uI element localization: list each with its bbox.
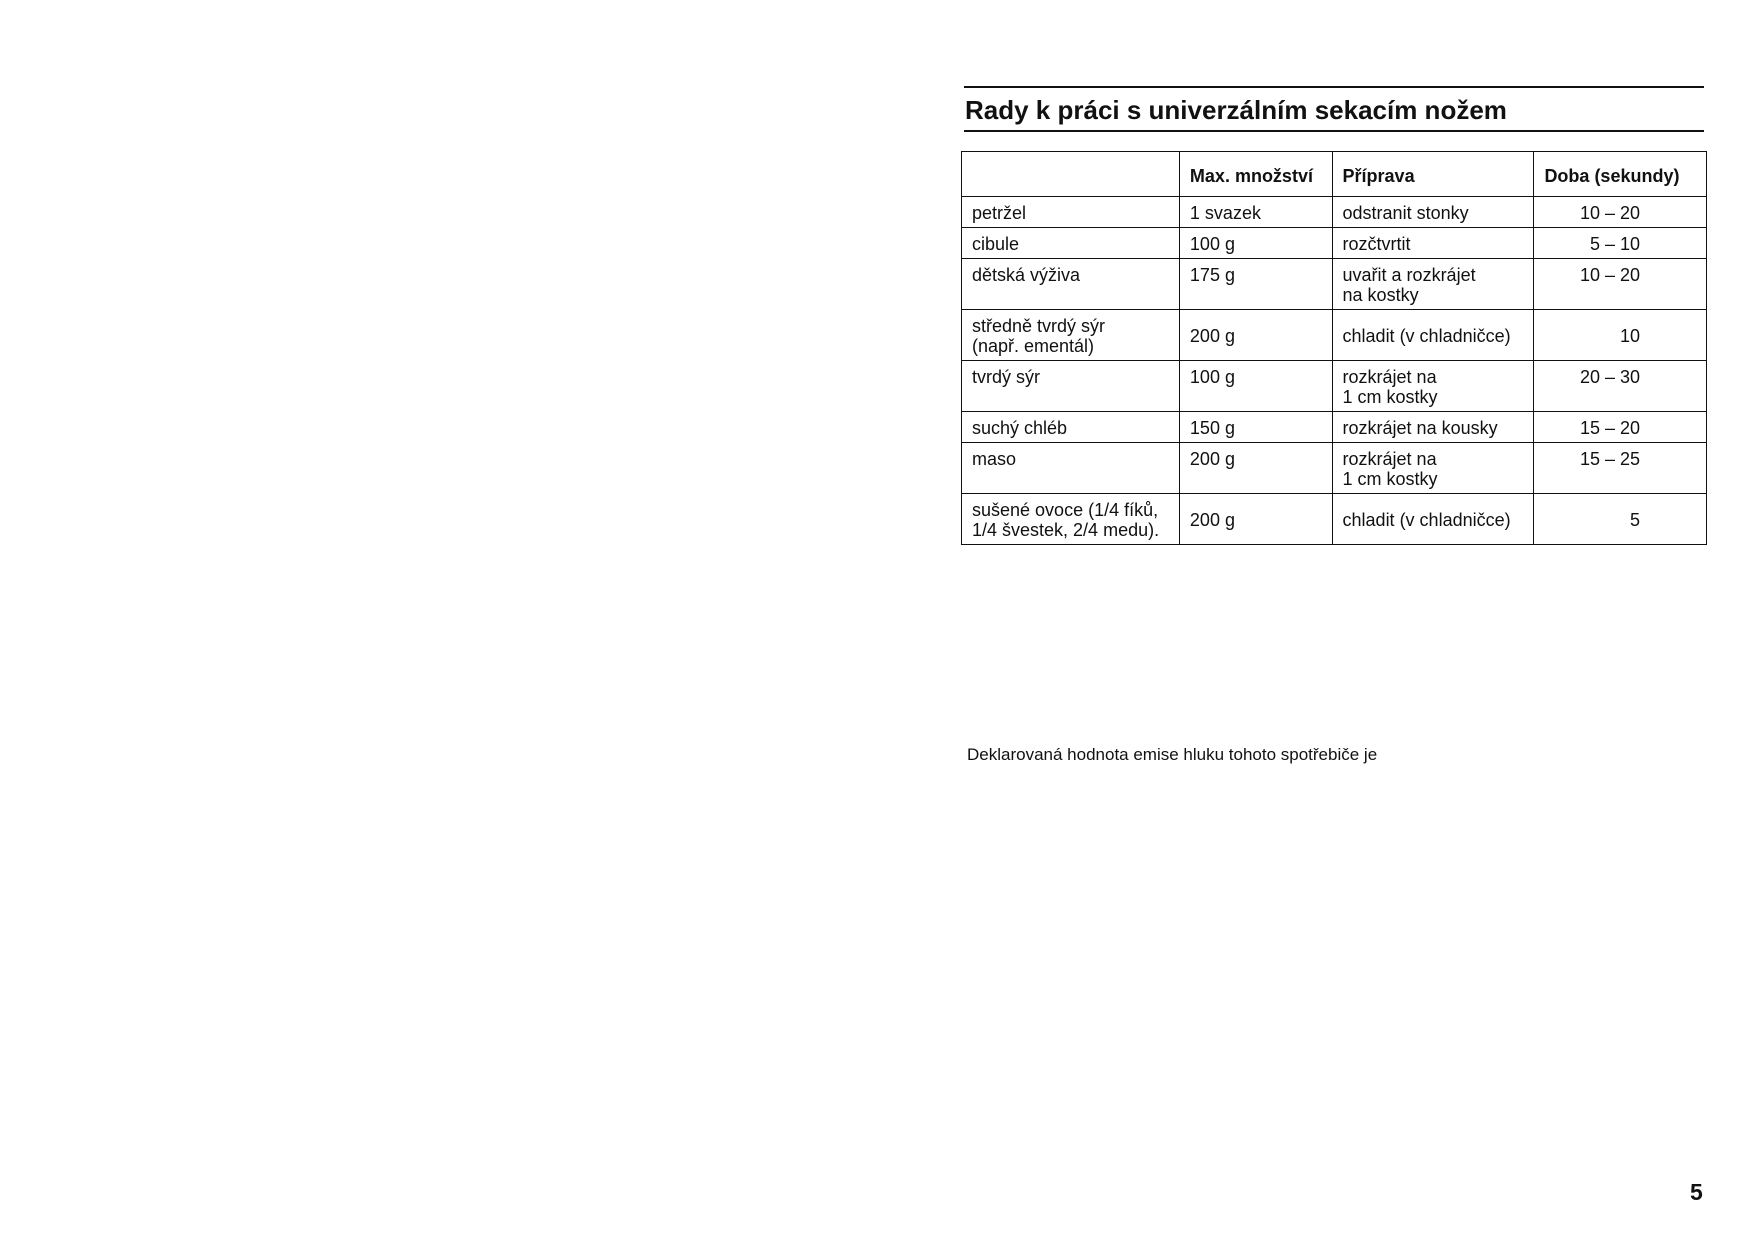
- cell-time: 10: [1534, 310, 1707, 361]
- table-row: [962, 197, 1707, 228]
- page-number: 5: [1690, 1179, 1703, 1205]
- header-max-amount: Max. množství: [1179, 152, 1332, 197]
- noise-emission-note: Deklarovaná hodnota emise hluku tohoto spotřebiče je: [967, 745, 1378, 764]
- cell-amount: 1 svazek: [1179, 197, 1332, 228]
- cell-prep: rozčtvrtit: [1332, 228, 1534, 259]
- table-row: [962, 361, 1707, 412]
- cell-amount: 200 g: [1179, 310, 1332, 361]
- cell-prep: rozkrájet na kousky: [1332, 412, 1534, 443]
- section-title: Rady k práci s univerzálním sekacím nožem: [965, 95, 1507, 125]
- table-header-row: [962, 152, 1707, 197]
- cell-prep: uvařit a rozkrájet na kostky: [1332, 259, 1534, 310]
- cell-amount: 200 g: [1179, 494, 1332, 545]
- cell-amount: 175 g: [1179, 259, 1332, 310]
- cell-time: 10 – 20: [1534, 259, 1707, 310]
- cell-item: suchý chléb: [962, 412, 1180, 443]
- cell-time: 5 – 10: [1534, 228, 1707, 259]
- cell-prep: rozkrájet na 1 cm kostky: [1332, 443, 1534, 494]
- cell-prep: chladit (v chladničce): [1332, 494, 1534, 545]
- header-item: [962, 152, 1180, 197]
- cell-prep: chladit (v chladničce): [1332, 310, 1534, 361]
- section-heading: [964, 86, 1704, 132]
- header-duration: Doba (sekundy): [1534, 152, 1707, 197]
- cell-prep: odstranit stonky: [1332, 197, 1534, 228]
- table-row: [962, 228, 1707, 259]
- table-row: [962, 494, 1707, 545]
- cell-time: 5: [1534, 494, 1707, 545]
- cell-item: tvrdý sýr: [962, 361, 1180, 412]
- cell-amount: 150 g: [1179, 412, 1332, 443]
- cell-item: cibule: [962, 228, 1180, 259]
- table-row: [962, 412, 1707, 443]
- cell-time: 15 – 20: [1534, 412, 1707, 443]
- cell-amount: 100 g: [1179, 361, 1332, 412]
- cell-time: 10 – 20: [1534, 197, 1707, 228]
- cell-item: petržel: [962, 197, 1180, 228]
- table-row: [962, 310, 1707, 361]
- table-row: [962, 443, 1707, 494]
- table-row: [962, 259, 1707, 310]
- cell-time: 15 – 25: [1534, 443, 1707, 494]
- cell-item: středně tvrdý sýr (např. ementál): [962, 310, 1180, 361]
- cell-item: dětská výživa: [962, 259, 1180, 310]
- cell-amount: 200 g: [1179, 443, 1332, 494]
- cell-prep: rozkrájet na 1 cm kostky: [1332, 361, 1534, 412]
- chopping-guide-table: [961, 151, 1707, 545]
- cell-amount: 100 g: [1179, 228, 1332, 259]
- cell-time: 20 – 30: [1534, 361, 1707, 412]
- header-preparation: Příprava: [1332, 152, 1534, 197]
- cell-item: maso: [962, 443, 1180, 494]
- cell-item: sušené ovoce (1/4 fíků, 1/4 švestek, 2/4 medu).: [962, 494, 1180, 545]
